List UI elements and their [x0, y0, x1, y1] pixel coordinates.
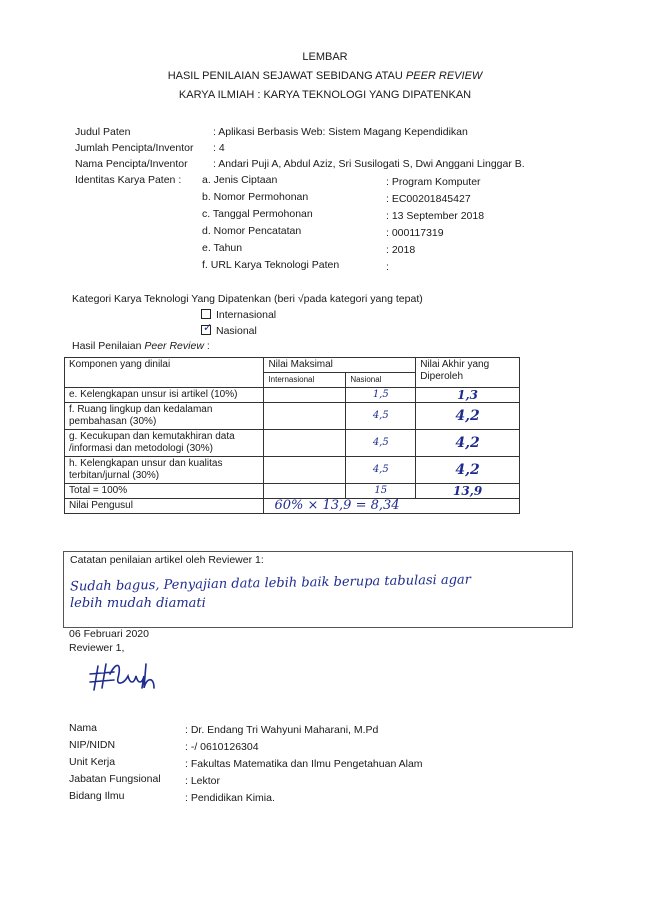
total-akhir: 13,9: [416, 484, 520, 499]
row-akhir: 4,2: [416, 457, 520, 484]
row-label: h. Kelengkapan unsur dan kualitas terbitan/jurnal (30%): [65, 457, 264, 484]
option-nasional-label: Nasional: [216, 325, 257, 337]
option-nasional: [201, 324, 257, 337]
reviewer-label: Reviewer 1,: [69, 642, 125, 654]
reviewer-unit-label: Unit Kerja: [69, 756, 116, 768]
identitas-f-label: f. URL Karya Teknologi Paten: [202, 259, 340, 271]
reviewer-unit-value: : Fakultas Matematika dan Ilmu Pengetahuan Alam: [185, 758, 423, 770]
reviewer-nama-value: : Dr. Endang Tri Wahyuni Maharani, M.Pd: [185, 724, 379, 736]
jumlah-label: Jumlah Pencipta/Inventor: [75, 142, 194, 154]
catatan-text-line2: lebih mudah diamati: [70, 596, 206, 611]
identitas-c-value: : 13 September 2018: [386, 210, 485, 222]
identitas-d-label: d. Nomor Pencatatan: [202, 225, 302, 237]
row-akhir: 1,3: [416, 388, 520, 403]
table-row: [65, 457, 520, 484]
doc-heading: KARYA ILMIAH : KARYA TEKNOLOGI YANG DIPATENKAN: [178, 89, 472, 101]
table-total-row: [65, 484, 520, 499]
catatan-text-line1: Sudah bagus, Penyajian data lebih baik berupa tabulasi agar: [69, 572, 472, 595]
identitas-e-value: : 2018: [386, 244, 416, 256]
row-internasional: [264, 403, 346, 430]
total-label: Total = 100%: [65, 484, 264, 499]
reviewer-bidang-label: Bidang Ilmu: [69, 790, 125, 802]
table-row: [65, 388, 520, 403]
total-nasional: 15: [346, 484, 416, 499]
row-nasional: 4,5: [346, 430, 416, 457]
reviewer-nip-label: NIP/NIDN: [69, 739, 116, 751]
row-label: g. Kecukupan dan kemutakhiran data /informasi dan metodologi (30%): [65, 430, 264, 457]
hasil-label-text: Hasil Penilaian: [72, 340, 145, 352]
row-label: f. Ruang lingkup dan kedalaman pembahasan (30%): [65, 403, 264, 430]
row-nasional: 4,5: [346, 403, 416, 430]
identitas-a-label: a. Jenis Ciptaan: [202, 174, 278, 186]
checkbox-nasional: [201, 322, 213, 335]
doc-subtitle: [0, 70, 650, 82]
reviewer-bidang-value: : Pendidikan Kimia.: [185, 792, 275, 804]
header-internasional: Internasional: [264, 373, 346, 388]
hasil-label: [72, 340, 210, 352]
pengusul-label: Nilai Pengusul: [65, 499, 264, 514]
nama-label: Nama Pencipta/Inventor: [75, 158, 188, 170]
row-internasional: [264, 430, 346, 457]
judul-value: : Aplikasi Berbasis Web: Sistem Magang Kependidikan: [213, 126, 468, 138]
header-nilai-maksimal: Nilai Maksimal: [264, 358, 416, 373]
judul-label: Judul Paten: [75, 126, 131, 138]
reviewer-signature: [88, 660, 168, 692]
row-label: e. Kelengkapan unsur isi artikel (10%): [65, 388, 264, 403]
reviewer-nip-value: : -/ 0610126304: [185, 741, 259, 753]
header-nasional: Nasional: [346, 373, 416, 388]
identitas-c-label: c. Tanggal Permohonan: [202, 208, 313, 220]
table-header-row: [65, 358, 520, 373]
kategori-label: Kategori Karya Teknologi Yang Dipatenkan (beri √pada kategori yang tepat): [72, 293, 423, 305]
row-akhir: 4,2: [416, 430, 520, 457]
identitas-f-value: :: [386, 261, 389, 273]
header-komponen: Komponen yang dinilai: [65, 358, 264, 388]
doc-title: LEMBAR: [302, 51, 348, 63]
check-icon: ✓: [203, 322, 213, 334]
subtitle-italic: PEER REVIEW: [405, 70, 483, 82]
identitas-e-label: e. Tahun: [202, 242, 243, 254]
review-date: 06 Februari 2020: [69, 628, 149, 640]
reviewer-nama-label: Nama: [69, 722, 98, 734]
pengusul-value: 60% × 13,9 = 8,34: [264, 499, 520, 514]
score-table: [64, 357, 520, 514]
option-internasional: [201, 308, 276, 321]
reviewer-jabatan-value: : Lektor: [185, 775, 221, 787]
identitas-b-value: : EC00201845427: [386, 193, 471, 205]
checkbox-internasional: [201, 309, 211, 319]
table-pengusul-row: [65, 499, 520, 514]
option-internasional-label: Internasional: [216, 309, 277, 321]
hasil-label-italic: Peer Review: [144, 340, 204, 352]
reviewer-jabatan-label: Jabatan Fungsional: [69, 773, 161, 785]
row-internasional: [264, 388, 346, 403]
table-row: [65, 403, 520, 430]
identitas-b-label: b. Nomor Permohonan: [202, 191, 309, 203]
row-nasional: 1,5: [346, 388, 416, 403]
table-row: [65, 430, 520, 457]
row-internasional: [264, 457, 346, 484]
identitas-label: Identitas Karya Paten :: [75, 174, 182, 186]
header-nilai-akhir: Nilai Akhir yang Diperoleh: [416, 358, 520, 388]
catatan-label: Catatan penilaian artikel oleh Reviewer 1:: [70, 554, 264, 566]
subtitle-text: HASIL PENILAIAN SEJAWAT SEBIDANG ATAU: [167, 70, 406, 82]
row-akhir: 4,2: [416, 403, 520, 430]
identitas-d-value: : 000117319: [386, 227, 444, 239]
hasil-label-colon: :: [203, 340, 210, 352]
identitas-a-value: : Program Komputer: [386, 176, 481, 188]
nama-value: : Andari Puji A, Abdul Aziz, Sri Susilogati S, Dwi Anggani Linggar B.: [213, 158, 525, 170]
jumlah-value: : 4: [213, 142, 225, 154]
row-nasional: 4,5: [346, 457, 416, 484]
total-internasional: [264, 484, 346, 499]
